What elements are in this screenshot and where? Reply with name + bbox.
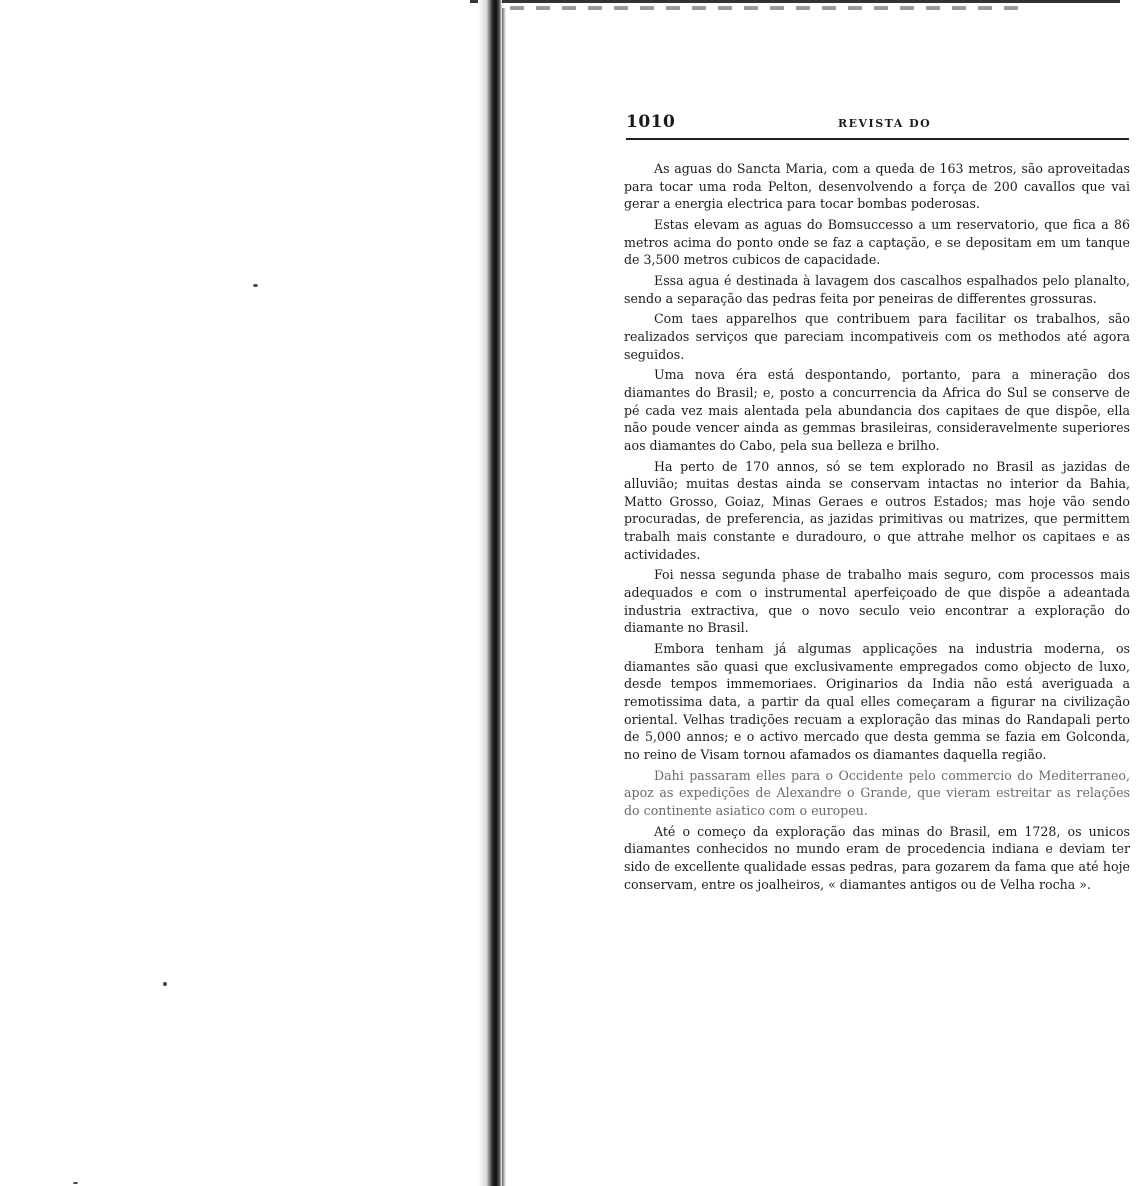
paragraph: As aguas do Sancta Maria, com a queda de 163 metros, são aproveitadas para tocar uma roda Pelton, desenvolvendo a força de 200 cavallos que vai gerar a energia electrica para tocar bombas poderosas. (624, 161, 1130, 212)
paragraph: Até o começo da exploração das minas do Brasil, em 1728, os unicos diamantes conhecidos no mundo eram de procedencia indiana e deviam ter sido de excellente qualidade essas pedras, para gozarem da fama que até hoje conservam, entre os joalheiros, « diamantes antigos ou de Velha rocha ». (624, 823, 1130, 892)
paragraph: Uma nova éra está despontando, portanto, para a mineração dos diamantes do Brasil; e, posto a concurrencia da Africa do Sul se conserve de pé cada vez mais alentada pela abundancia dos capitaes de que dispõe, ella não poude vencer ainda as gemmas brasileiras, consideravelmente superiores aos diamantes do Cabo, pela sua belleza e brilho. (624, 367, 1130, 453)
document-page (506, 10, 1145, 1186)
blank-left-page (0, 0, 490, 1186)
page-number: 1010 (626, 112, 676, 132)
paragraph: Embora tenham já algumas applicações na industria moderna, os diamantes são quasi que exclusivamente empregados como objecto de luxo, desde tempos immemoriaes. Originarios da India não está averiguada a remotissima data, a partir da qual elles começaram a figurar na civilização oriental. Velhas tradições recuam a exploração das minas do Randapali perto de 5,000 annos; e o activo mercado que desta gemma se fazia em Golconda, no reino de Visam tornou afamados os diamantes daquella região. (624, 641, 1130, 762)
scan-speck (163, 982, 167, 986)
page-header (626, 112, 1129, 140)
paragraph: Essa agua é destinada à lavagem dos cascalhos espalhados pelo planalto, sendo a separação das pedras feita por peneiras de differentes grossuras. (624, 272, 1130, 306)
paragraph: Foi nessa segunda phase de trabalho mais seguro, com processos mais adequados e com o instrumental aperfeiçoado de que dispõe a adeantada industria extractiva, que o novo seculo veio encontrar a exploração do diamante no Brasil. (624, 567, 1130, 636)
scan-speck (73, 1182, 78, 1184)
paragraph: Dahi passaram elles para o Occidente pelo commercio do Mediterraneo, apoz as expedições de Alexandre o Grande, que vieram estreitar as relações do continente asiatico com o europeu. (624, 767, 1130, 818)
scan-speck (253, 284, 258, 287)
body-text (624, 160, 1130, 896)
running-head: REVISTA DO (838, 117, 932, 130)
paragraph: Com taes apparelhos que contribuem para facilitar os trabalhos, são realizados serviços que pareciam incompativeis com os methodos até agora seguidos. (624, 311, 1130, 362)
paragraph: Ha perto de 170 annos, só se tem explorado no Brasil as jazidas de alluvião; muitas destas ainda se conservam intactas no interior da Bahia, Matto Grosso, Goiaz, Minas Geraes e outros Estados; mas hoje vão sendo procuradas, de preferencia, as jazidas primitivas ou matrizes, que permittem trabalh mais constante e duradouro, o que attrahe melhor os capitaes e as actividades. (624, 458, 1130, 562)
paragraph: Estas elevam as aguas do Bomsuccesso a um reservatorio, que fica a 86 metros acima do ponto onde se faz a captação, e se depositam em um tanque de 3,500 metros cubicos de capacidade. (624, 216, 1130, 268)
book-spine-shadow (478, 0, 502, 1186)
